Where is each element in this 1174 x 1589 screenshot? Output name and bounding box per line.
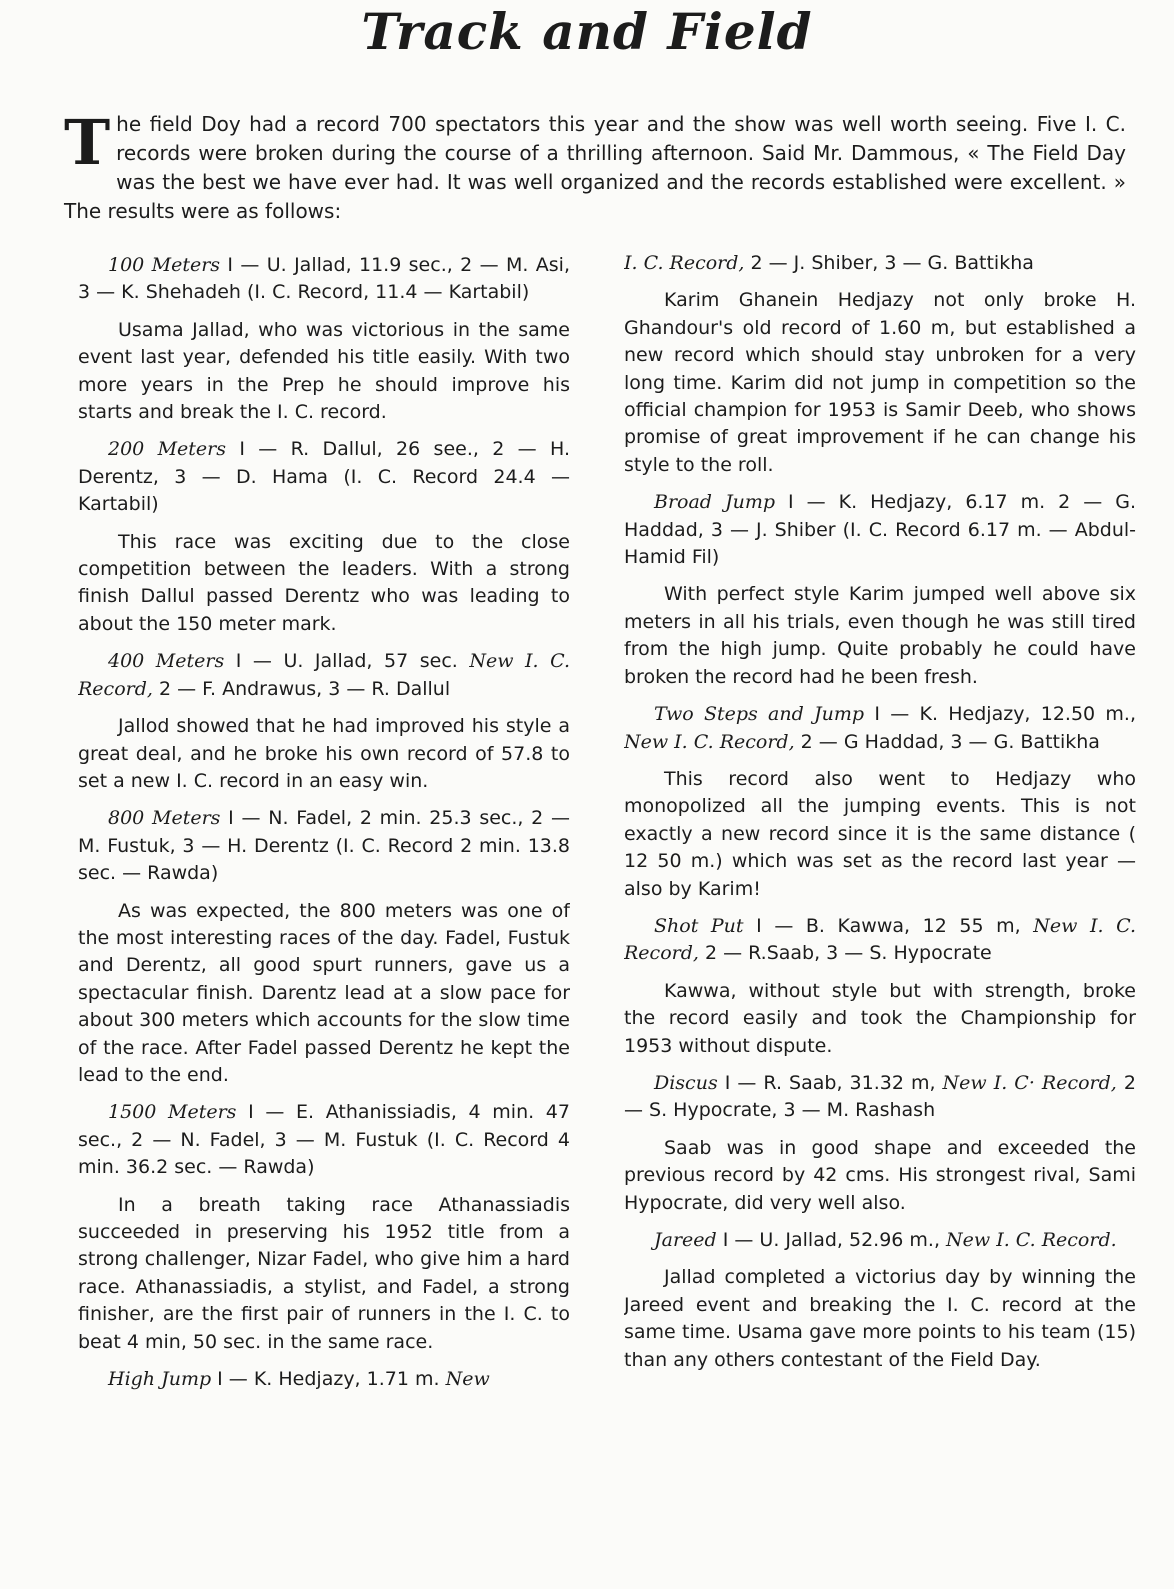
page-title: Track and Field	[361, 2, 813, 61]
event-result: I — R. Saab, 31.32 m,	[717, 1071, 943, 1094]
event-name: Shot Put	[654, 914, 744, 937]
event-jareed-comment: Jallad completed a victorius day by winning the Jareed event and breaking the I. C. record at the same time. Usama gave more points to his team (15) than any others contestant of the Field Day.	[624, 1266, 1136, 1371]
event-result: I — R. Dallul, 26 see., 2 — H. Derentz, 3 — D. Hama (I. C. Record 24.4 — Kartabil)	[78, 438, 570, 516]
event-result: I — K. Hedjazy, 12.50 m.,	[864, 703, 1136, 726]
record-note: New I. C· Record,	[942, 1071, 1117, 1094]
event-result: I — N. Fadel, 2 min. 25.3 sec., 2 — M. Fustuk, 3 — H. Derentz (I. C. Record 2 min. 13.8 sec. — Rawda)	[78, 807, 570, 885]
left-column	[78, 252, 570, 1581]
event-result: 2 — S. Hypocrate, 3 — M. Rashash	[624, 1071, 1136, 1122]
intro-paragraph	[64, 106, 1126, 226]
event-discus-comment: Saab was in good shape and exceeded the previous record by 42 cms. His strongest rival, Sami Hypocrate, did very well also.	[624, 1136, 1136, 1214]
event-result: I — U. Jallad, 11.9 sec., 2 — M. Asi, 3 — K. Shehadeh (I. C. Record, 11.4 — Kartabil)	[78, 254, 570, 304]
record-note: I. C. Record,	[624, 252, 745, 274]
event-name: 1500 Meters	[108, 1101, 237, 1124]
event-result: 2 — R.Saab, 3 — S. Hypocrate	[698, 942, 992, 965]
event-broadjump-result	[624, 489, 1136, 571]
event-highjump-comment: Karim Ghanein Hedjazy not only broke H. Ghandour's old record of 1.60 m, but established a new record which should stay unbroken for a very long time. Karim did not jump in competition so the official champion for 1953 is Samir Deeb, who shows promise of great improvement if he can change his style to the roll.	[624, 289, 1136, 476]
drop-cap: T	[64, 106, 111, 179]
event-highjump-result-cont	[624, 250, 1136, 277]
event-name: 200 Meters	[108, 438, 227, 461]
event-result: I — B. Kawwa, 12 55 m,	[743, 914, 1034, 937]
event-broadjump-comment: With perfect style Karim jumped well above six meters in all his trials, even though he was still tired from the high jump. Quite probably he could have broken the record had he been fresh.	[624, 583, 1136, 688]
event-800m-result	[78, 805, 570, 887]
record-note: New I. C. Record,	[624, 914, 1136, 965]
event-name: Discus	[654, 1071, 718, 1094]
event-name: High Jump	[108, 1368, 212, 1391]
event-name: 400 Meters	[108, 650, 225, 673]
event-name: Jareed	[654, 1229, 717, 1251]
event-result: I — K. Hedjazy, 6.17 m. 2 — G. Haddad, 3 — J. Shiber (I. C. Record 6.17 m. — Abdul-Hamid Fil)	[624, 491, 1136, 569]
event-name: Two Steps and Jump	[654, 703, 865, 726]
event-result: I — U. Jallad, 52.96 m.,	[716, 1229, 947, 1251]
event-shotput-result	[624, 913, 1136, 968]
event-result: 2 — J. Shiber, 3 — G. Battikha	[744, 252, 1034, 274]
event-highjump-result	[78, 1366, 570, 1393]
event-800m-comment: As was expected, the 800 meters was one of the most interesting races of the day. Fadel, Fustuk and Derentz, all good spurt runners, gave us a spectacular finish. Darentz lead at a slow pace for about 300 meters which accounts for the slow time of the race. After Fadel passed Derentz he kept the lead to the end.	[78, 899, 570, 1086]
record-note: New	[445, 1368, 490, 1391]
event-discus-result	[624, 1070, 1136, 1125]
record-note: New I. C. Record.	[946, 1229, 1117, 1251]
event-result: I — E. Athanissiadis, 4 min. 47 sec., 2 — N. Fadel, 3 — M. Fustuk (I. C. Record 4 min. 36.2 sec. — Rawda)	[78, 1101, 570, 1179]
event-100m-comment: Usama Jallad, who was victorious in the same event last year, defended his title easily. With two more years in the Prep he should improve his starts and break the I. C. record.	[78, 318, 570, 424]
event-twosteps-result	[624, 701, 1136, 756]
event-result: I — U. Jallad, 57 sec.	[224, 650, 470, 673]
intro-text: he field Doy had a record 700 spectators this year and the show was well worth seeing. Five I. C. records were broken during the course of a thrilling afternoon. Said Mr. Dammous, « The Field Day was the best we have ever had. It was well organized and the records established were excellent. » The results were as follows:	[64, 112, 1126, 223]
event-200m-comment: This race was exciting due to the close competition between the leaders. With a strong finish Dallul passed Derentz who was leading to about the 150 meter mark.	[78, 530, 570, 635]
event-400m-result	[78, 648, 570, 703]
event-1500m-result	[78, 1099, 570, 1181]
event-result: I — K. Hedjazy, 1.71 m.	[211, 1368, 446, 1391]
right-column	[624, 250, 1136, 1581]
event-400m-comment: Jallod showed that he had improved his style a great deal, and he broke his own record of 57.8 to set a new I. C. record in an easy win.	[78, 715, 570, 792]
event-result: 2 — F. Andrawus, 3 — R. Dallul	[152, 677, 451, 700]
record-note: New I. C. Record,	[78, 650, 570, 700]
event-1500m-comment: In a breath taking race Athanassiadis succeeded in preserving his 1952 title from a strong challenger, Nizar Fadel, who give him a hard race. Athanassiadis, a stylist, and Fadel, a strong finisher, are the first pair of runners in the I. C. to beat 4 min, 50 sec. in the same race.	[78, 1193, 570, 1353]
event-twosteps-comment: This record also went to Hedjazy who monopolized all the jumping events. This is not exactly a new record since it is the same distance ( 12 50 m.) which was set as the record last year — also by Karim!	[624, 767, 1136, 900]
record-note: New I. C. Record,	[624, 730, 795, 753]
event-name: 100 Meters	[108, 254, 221, 276]
event-shotput-comment: Kawwa, without style but with strength, broke the record easily and took the Championship for 1953 without dispute.	[624, 979, 1136, 1057]
event-name: Broad Jump	[654, 491, 776, 514]
event-100m-result	[78, 252, 570, 307]
event-jareed-result	[624, 1227, 1136, 1254]
event-result: 2 — G Haddad, 3 — G. Battikha	[794, 730, 1100, 753]
event-200m-result	[78, 436, 570, 518]
event-name: 800 Meters	[108, 807, 221, 830]
